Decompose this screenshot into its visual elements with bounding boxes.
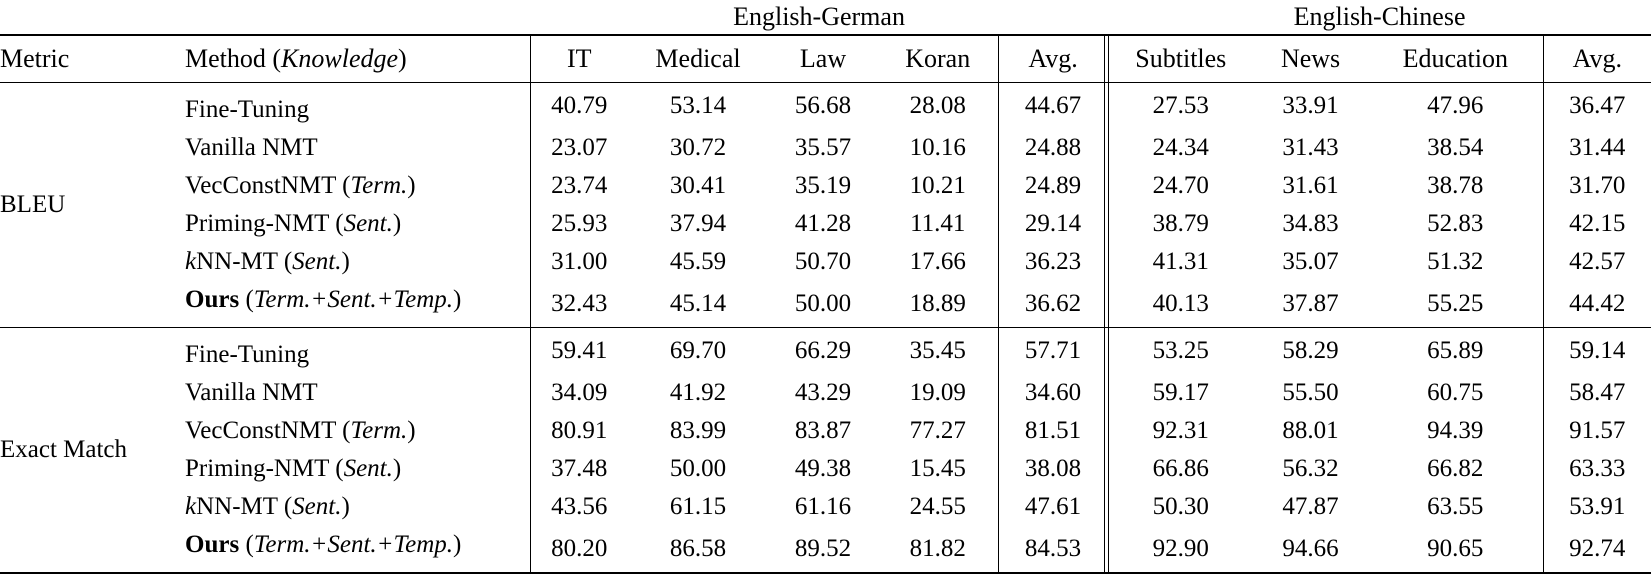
col-header-avg-ende: Avg. bbox=[998, 35, 1108, 83]
cell-value: 38.08 bbox=[998, 450, 1108, 488]
bottom-rule bbox=[0, 573, 1651, 586]
cell-value: 36.47 bbox=[1543, 83, 1651, 130]
cell-value: 45.59 bbox=[669, 248, 727, 275]
method-cell bbox=[185, 83, 530, 130]
cell-value: 37.48 bbox=[530, 450, 628, 488]
cell-value: 51.32 bbox=[1427, 248, 1484, 275]
cell-value: 41.28 bbox=[794, 210, 852, 237]
spacer-metric bbox=[0, 0, 185, 35]
cell-value: 90.65 bbox=[1427, 535, 1484, 562]
cell-value: 53.14 bbox=[628, 83, 768, 130]
cell-value: 47.96 bbox=[1368, 83, 1543, 130]
cell-value: 81.51 bbox=[998, 412, 1108, 450]
col-header-metric: Metric bbox=[0, 35, 185, 83]
cell-value: 40.13 bbox=[1108, 281, 1253, 328]
method-suffix: ) bbox=[453, 286, 462, 313]
metric-label-bleu: BLEU bbox=[0, 83, 185, 328]
cell-value: 40.79 bbox=[530, 83, 628, 130]
cell-value: 53.91 bbox=[1543, 488, 1651, 526]
cell-value: 61.16 bbox=[794, 493, 852, 520]
cell-value: 27.53 bbox=[1108, 83, 1253, 130]
method-text: NN-MT ( bbox=[196, 493, 293, 520]
cell-value: 38.54 bbox=[1427, 134, 1484, 161]
method-cell bbox=[185, 412, 530, 450]
cell-value: 55.25 bbox=[1427, 290, 1484, 317]
method-italic: Knowledge bbox=[281, 44, 399, 73]
group-header-en-zh: English-Chinese bbox=[1293, 2, 1466, 31]
method-suffix: ) bbox=[407, 172, 416, 199]
method-text: Fine-Tuning bbox=[185, 341, 310, 368]
method-knowledge: Sent. bbox=[343, 455, 393, 482]
cell-value: 24.55 bbox=[909, 493, 966, 520]
method-suffix: ) bbox=[407, 417, 416, 444]
cell-value: 37.94 bbox=[669, 210, 727, 237]
method-cell bbox=[185, 129, 530, 167]
cell-value: 94.39 bbox=[1427, 417, 1484, 444]
group-header-en-de: English-German bbox=[733, 2, 905, 31]
cell-value: 44.67 bbox=[998, 83, 1108, 130]
cell-value: 58.29 bbox=[1253, 328, 1368, 375]
section-em-row-6 bbox=[0, 526, 1651, 573]
section-bleu-row-3 bbox=[0, 167, 1651, 205]
col-header-education: Education bbox=[1368, 35, 1543, 83]
cell-value: 47.87 bbox=[1282, 493, 1339, 520]
cell-value: 60.75 bbox=[1427, 379, 1484, 406]
cell-value: 50.30 bbox=[1108, 488, 1253, 526]
section-bleu-row-4 bbox=[0, 205, 1651, 243]
col-header-law: Law bbox=[768, 35, 878, 83]
cell-value: 92.31 bbox=[1108, 412, 1253, 450]
cell-value: 80.20 bbox=[530, 526, 628, 573]
cell-value: 28.08 bbox=[878, 83, 998, 130]
cell-value: 31.44 bbox=[1543, 129, 1651, 167]
cell-value: 91.57 bbox=[1543, 412, 1651, 450]
cell-value: 36.62 bbox=[998, 281, 1108, 328]
method-text: ( bbox=[239, 286, 254, 313]
cell-value: 41.92 bbox=[669, 379, 727, 406]
method-cell bbox=[185, 450, 530, 488]
section-em-row-3 bbox=[0, 412, 1651, 450]
cell-value: 77.27 bbox=[909, 417, 966, 444]
cell-value: 89.52 bbox=[794, 535, 852, 562]
cell-value: 56.68 bbox=[768, 83, 878, 130]
cell-value: 66.82 bbox=[1427, 455, 1484, 482]
cell-value: 30.41 bbox=[669, 172, 727, 199]
method-text: VecConstNMT ( bbox=[185, 172, 351, 199]
cell-value: 63.55 bbox=[1427, 493, 1484, 520]
cell-value: 35.07 bbox=[1282, 248, 1339, 275]
cell-value: 10.21 bbox=[909, 172, 966, 199]
cell-value: 29.14 bbox=[998, 205, 1108, 243]
method-cell bbox=[185, 488, 530, 526]
cell-value: 61.15 bbox=[669, 493, 727, 520]
cell-value: 88.01 bbox=[1282, 417, 1339, 444]
cell-value: 17.66 bbox=[909, 248, 966, 275]
method-text: Vanilla NMT bbox=[185, 379, 318, 406]
method-suffix: ) bbox=[341, 493, 350, 520]
cell-value: 94.66 bbox=[1282, 535, 1339, 562]
cell-value: 59.14 bbox=[1543, 328, 1651, 375]
cell-value: 38.79 bbox=[1108, 205, 1253, 243]
cell-value: 53.25 bbox=[1108, 328, 1253, 375]
col-header-news: News bbox=[1253, 35, 1368, 83]
method-cell bbox=[185, 205, 530, 243]
col-header-method bbox=[185, 35, 530, 83]
method-text: VecConstNMT ( bbox=[185, 417, 351, 444]
section-em-row-1 bbox=[0, 328, 1651, 375]
cell-value: 65.89 bbox=[1368, 328, 1543, 375]
cell-value: 44.42 bbox=[1543, 281, 1651, 328]
spacer-method bbox=[185, 0, 530, 35]
cell-value: 63.33 bbox=[1543, 450, 1651, 488]
method-knowledge: Term. bbox=[350, 172, 408, 199]
metric-label-exact-match: Exact Match bbox=[0, 328, 185, 574]
cell-value: 84.53 bbox=[998, 526, 1108, 573]
section-bleu-row-2 bbox=[0, 129, 1651, 167]
cell-value: 35.19 bbox=[794, 172, 852, 199]
cell-value: 49.38 bbox=[794, 455, 852, 482]
method-cell bbox=[185, 243, 530, 281]
cell-value: 31.61 bbox=[1282, 172, 1339, 199]
cell-value: 56.32 bbox=[1282, 455, 1339, 482]
cell-value: 33.91 bbox=[1253, 83, 1368, 130]
cell-value: 36.23 bbox=[998, 243, 1108, 281]
cell-value: 43.56 bbox=[530, 488, 628, 526]
cell-value: 45.14 bbox=[669, 290, 727, 317]
section-bleu-row-6 bbox=[0, 281, 1651, 328]
col-header-avg-enzh: Avg. bbox=[1543, 35, 1651, 83]
cell-value: 24.88 bbox=[998, 129, 1108, 167]
method-knowledge: Term.+Sent.+Temp. bbox=[253, 286, 454, 313]
cell-value: 81.82 bbox=[909, 535, 966, 562]
section-em-row-2 bbox=[0, 374, 1651, 412]
cell-value: 50.00 bbox=[794, 290, 852, 317]
cell-value: 31.70 bbox=[1543, 167, 1651, 205]
method-text: Fine-Tuning bbox=[185, 96, 310, 123]
cell-value: 11.41 bbox=[910, 210, 966, 237]
cell-value: 18.89 bbox=[909, 290, 966, 317]
cell-value: 15.45 bbox=[909, 455, 966, 482]
cell-value: 47.61 bbox=[998, 488, 1108, 526]
cell-value: 52.83 bbox=[1427, 210, 1484, 237]
method-cell bbox=[185, 374, 530, 412]
cell-value: 10.16 bbox=[909, 134, 966, 161]
method-cell bbox=[185, 281, 530, 328]
method-suffix: ) bbox=[398, 44, 407, 73]
cell-value: 31.00 bbox=[530, 243, 628, 281]
cell-value: 50.70 bbox=[794, 248, 852, 275]
cell-value: 41.31 bbox=[1108, 243, 1253, 281]
method-cell bbox=[185, 328, 530, 375]
cell-value: 25.93 bbox=[530, 205, 628, 243]
cell-value: 37.87 bbox=[1282, 290, 1339, 317]
cell-value: 23.74 bbox=[530, 167, 628, 205]
col-header-it: IT bbox=[530, 35, 628, 83]
method-prefix-italic: k bbox=[185, 493, 197, 520]
cell-value: 59.17 bbox=[1108, 374, 1253, 412]
cell-value: 83.99 bbox=[669, 417, 727, 444]
method-knowledge: Term.+Sent.+Temp. bbox=[253, 531, 454, 558]
method-suffix: ) bbox=[392, 210, 402, 237]
method-cell bbox=[185, 167, 530, 205]
cell-value: 30.72 bbox=[669, 134, 727, 161]
cell-value: 31.43 bbox=[1282, 134, 1339, 161]
cell-value: 35.57 bbox=[794, 134, 852, 161]
cell-value: 66.86 bbox=[1108, 450, 1253, 488]
method-suffix: ) bbox=[392, 455, 402, 482]
section-em-row-5 bbox=[0, 488, 1651, 526]
section-em-row-4 bbox=[0, 450, 1651, 488]
method-text: Priming-NMT ( bbox=[185, 455, 344, 482]
cell-value: 58.47 bbox=[1543, 374, 1651, 412]
cell-value: 34.60 bbox=[998, 374, 1108, 412]
section-bleu-row-5 bbox=[0, 243, 1651, 281]
method-prefix-italic: k bbox=[185, 248, 197, 275]
method-text: ( bbox=[239, 531, 254, 558]
cell-value: 43.29 bbox=[794, 379, 852, 406]
cell-value: 34.09 bbox=[530, 374, 628, 412]
cell-value: 19.09 bbox=[909, 379, 966, 406]
cell-value: 59.41 bbox=[530, 328, 628, 375]
method-knowledge: Term. bbox=[350, 417, 408, 444]
cell-value: 24.70 bbox=[1108, 167, 1253, 205]
cell-value: 24.34 bbox=[1108, 129, 1253, 167]
col-header-subtitles: Subtitles bbox=[1108, 35, 1253, 83]
section-bleu-row-1 bbox=[0, 83, 1651, 130]
cell-value: 86.58 bbox=[669, 535, 727, 562]
cell-value: 92.74 bbox=[1543, 526, 1651, 573]
cell-value: 24.89 bbox=[998, 167, 1108, 205]
cell-value: 80.91 bbox=[530, 412, 628, 450]
method-suffix: ) bbox=[341, 248, 350, 275]
cell-value: 50.00 bbox=[669, 455, 727, 482]
cell-value: 69.70 bbox=[628, 328, 768, 375]
cell-value: 34.83 bbox=[1282, 210, 1339, 237]
method-text: Vanilla NMT bbox=[185, 134, 318, 161]
column-header-row bbox=[0, 35, 1651, 83]
cell-value: 57.71 bbox=[998, 328, 1108, 375]
cell-value: 83.87 bbox=[794, 417, 852, 444]
cell-value: 55.50 bbox=[1282, 379, 1339, 406]
cell-value: 35.45 bbox=[878, 328, 998, 375]
method-suffix: ) bbox=[453, 531, 462, 558]
col-header-medical: Medical bbox=[628, 35, 768, 83]
col-header-koran: Koran bbox=[878, 35, 998, 83]
method-text: Priming-NMT ( bbox=[185, 210, 344, 237]
cell-value: 66.29 bbox=[768, 328, 878, 375]
method-bold: Ours bbox=[185, 531, 240, 558]
method-knowledge: Sent. bbox=[292, 493, 342, 520]
cell-value: 32.43 bbox=[530, 281, 628, 328]
method-cell bbox=[185, 526, 530, 573]
cell-value: 23.07 bbox=[530, 129, 628, 167]
method-bold: Ours bbox=[185, 286, 240, 313]
method-text: NN-MT ( bbox=[196, 248, 293, 275]
cell-value: 38.78 bbox=[1427, 172, 1484, 199]
cell-value: 92.90 bbox=[1108, 526, 1253, 573]
method-knowledge: Sent. bbox=[343, 210, 393, 237]
method-knowledge: Sent. bbox=[292, 248, 342, 275]
cell-value: 42.15 bbox=[1543, 205, 1651, 243]
cell-value: 42.57 bbox=[1543, 243, 1651, 281]
method-prefix: Method ( bbox=[185, 44, 282, 73]
group-header-row bbox=[0, 0, 1651, 35]
